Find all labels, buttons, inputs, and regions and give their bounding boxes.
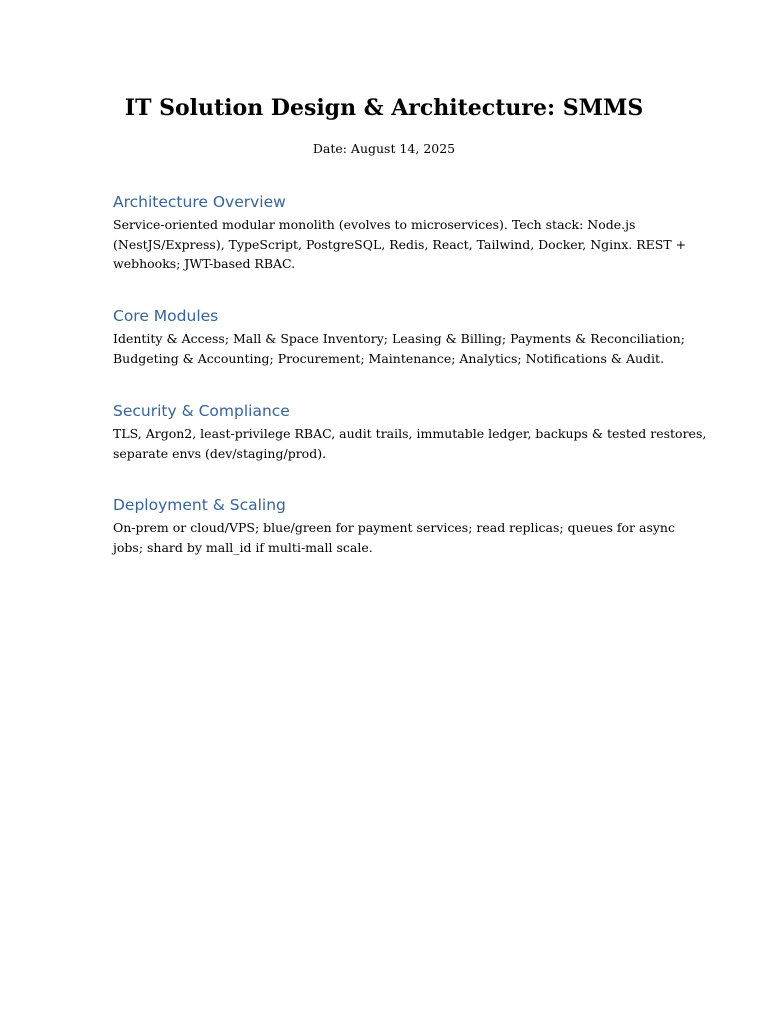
section-security-compliance: [113, 400, 707, 463]
document-date: Date: August 14, 2025: [312, 141, 456, 156]
body-line: webhooks; JWT-based RBAC.: [113, 256, 296, 271]
section-deployment-scaling: [113, 494, 675, 557]
section-body: [113, 329, 685, 368]
body-line: Budgeting & Accounting; Procurement; Maintenance; Analytics; Notifications & Audit.: [113, 350, 665, 366]
body-line: separate envs (dev/staging/prod).: [113, 445, 327, 461]
section-architecture-overview: [113, 191, 687, 274]
section-heading: Security & Compliance: [113, 402, 290, 420]
section-body: [113, 215, 687, 274]
body-line: (NestJS/Express), TypeScript, PostgreSQL, Redis, React, Tailwind, Docker, Nginx. REST +: [113, 236, 687, 252]
body-line: TLS, Argon2, least-privilege RBAC, audit trails, immutable ledger, backups & tested restores,: [113, 426, 707, 441]
section-body: [113, 424, 707, 463]
body-line: Identity & Access; Mall & Space Inventory; Leasing & Billing; Payments & Reconciliation;: [113, 331, 685, 346]
section-body: [113, 518, 675, 557]
section-core-modules: [113, 305, 685, 368]
section-heading: Architecture Overview: [113, 193, 286, 211]
body-line: jobs; shard by mall_id if multi-mall scale.: [113, 539, 373, 555]
body-line: Service-oriented modular monolith (evolves to microservices). Tech stack: Node.js: [113, 217, 636, 232]
body-line: On-prem or cloud/VPS; blue/green for payment services; read replicas; queues for async: [113, 520, 675, 535]
section-heading: Core Modules: [113, 307, 219, 325]
section-heading: Deployment & Scaling: [113, 496, 286, 514]
document-title: IT Solution Design & Architecture: SMMS: [124, 95, 644, 121]
